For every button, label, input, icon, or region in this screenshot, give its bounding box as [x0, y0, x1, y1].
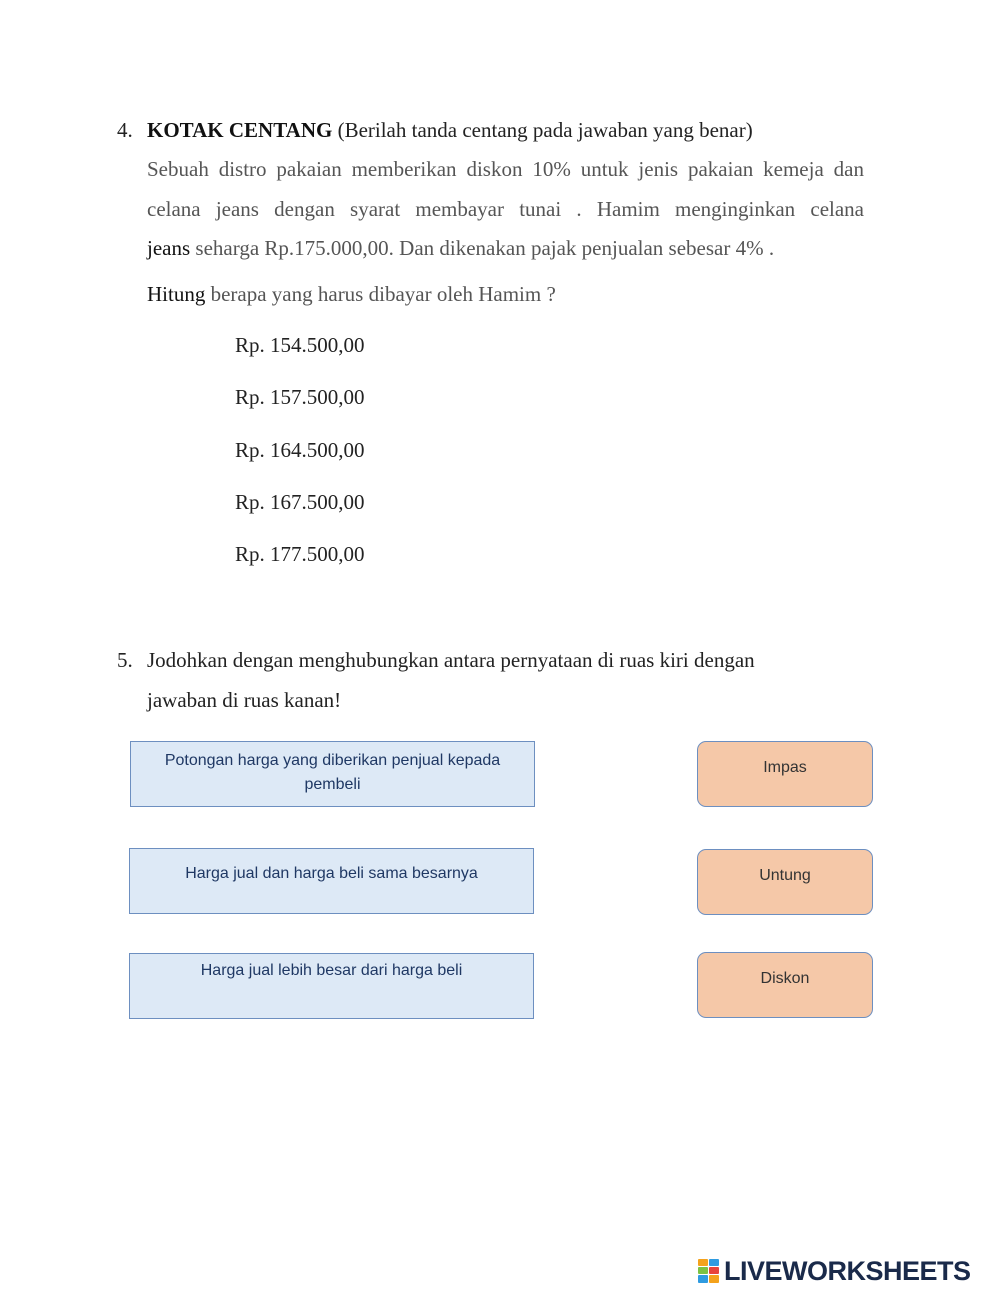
checkbox-option-3[interactable]: Rp. 164.500,00 [235, 438, 365, 462]
question-4-line-3 [147, 236, 774, 261]
question-4-title [147, 118, 753, 143]
question-4-line-4-dark: Hitung [147, 282, 206, 306]
question-5-number: 5. [117, 648, 133, 672]
checkbox-option-5[interactable]: Rp. 177.500,00 [235, 542, 365, 566]
question-4-title-bold: KOTAK CENTANG [147, 118, 333, 142]
question-5-line-2: jawaban di ruas kanan! [147, 688, 342, 712]
question-5-line-1: Jodohkan dengan menghubungkan antara pernyataan di ruas kiri dengan [147, 648, 755, 672]
match-right-untung[interactable]: Untung [697, 849, 873, 915]
question-4-line-1: Sebuah distro pakaian memberikan diskon 10% untuk jenis pakaian kemeja dan [147, 157, 864, 181]
question-4-title-rest: (Berilah tanda centang pada jawaban yang benar) [332, 118, 753, 142]
match-right-impas[interactable]: Impas [697, 741, 873, 807]
question-4-line-4 [147, 282, 556, 307]
liveworksheets-logo [698, 1257, 971, 1285]
question-4-line-3-rest: seharga Rp.175.000,00. Dan dikenakan pajak penjualan sebesar 4% . [190, 236, 775, 260]
liveworksheets-logo-text: LIVEWORKSHEETS [724, 1255, 971, 1286]
match-left-1[interactable]: Potongan harga yang diberikan penjual kepada pembeli [130, 741, 535, 807]
match-right-diskon[interactable]: Diskon [697, 952, 873, 1018]
checkbox-option-2[interactable]: Rp. 157.500,00 [235, 385, 365, 409]
question-4-line-2: celana jeans dengan syarat membayar tunai . Hamim menginginkan celana [147, 197, 864, 221]
checkbox-option-1[interactable]: Rp. 154.500,00 [235, 333, 365, 357]
match-left-2[interactable]: Harga jual dan harga beli sama besarnya [129, 848, 534, 914]
liveworksheets-logo-icon [698, 1259, 720, 1283]
checkbox-option-4[interactable]: Rp. 167.500,00 [235, 490, 365, 514]
question-4-line-3-dark: jeans [147, 236, 191, 260]
question-4-line-4-rest: berapa yang harus dibayar oleh Hamim ? [205, 282, 556, 306]
question-4-number: 4. [117, 118, 133, 142]
match-left-3[interactable]: Harga jual lebih besar dari harga beli [129, 953, 534, 1019]
